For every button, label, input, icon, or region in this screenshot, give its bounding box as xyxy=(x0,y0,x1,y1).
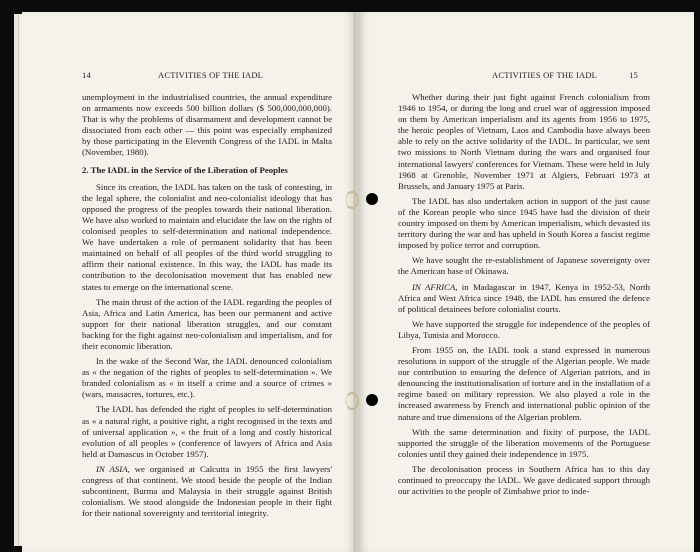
left-page-body xyxy=(82,92,332,523)
paragraph-asia xyxy=(82,464,332,519)
paragraph: The decolonisation process in Southern Africa has to this day continued to preoccupy the IADL. We gave dedicated support through our activities to the people of Zimbabwe prior to inde- xyxy=(398,463,650,497)
paragraph-text: in Madagascar in 1947, Kenya in 1952-53, North Africa and West Africa since 1948, the IADL has ensured the defence of political detainees before colonialist courts. xyxy=(398,281,650,314)
paragraph-text: we organised at Calcutta in 1955 the first lawyers' congress of that continent. We stood beside the people of the Indian subcontinent, Burma and Malaysia in their struggle against British colonialism. We stood alongside the Indonesian people in their fight for their national sovereignty and territorial integrity. xyxy=(82,463,332,519)
right-page-number: 15 xyxy=(629,70,638,80)
right-page-body xyxy=(398,92,650,501)
paragraph: From 1955 on, the IADL took a stand expressed in numerous resolutions in support of the struggle of the Algerian people. We made our contribution to ensuring the defence of Algerian patriots, and in denouncing the institutionalisation of torture and in the installation of a regime based on military repression. We also played a role in the increased awareness by French and international public opinion of the nature and true dimensions of the Algerian problem. xyxy=(398,344,650,422)
section-heading: 2. The IADL in the Service of the Liberation of Peoples xyxy=(82,164,288,175)
left-running-title: ACTIVITIES OF THE IADL xyxy=(158,70,264,80)
paragraph: We have sought the re-establishment of Japanese sovereignty over the American base of Okinawa. xyxy=(398,255,650,277)
binding-hole-bottom xyxy=(366,394,378,406)
paragraph: The main thrust of the action of the IADL regarding the peoples of Asia, Africa and Latin America, has been our permanent and active support for their national liberation struggles, and our constant backing for the fight against neo-colonialism and imperialism, and for their economic liberation. xyxy=(82,296,332,351)
paragraph: Whether during their just fight against French colonialism from 1946 to 1954, or during the long and cruel war of aggression imposed on them by American imperialism and its agents from 1956 to 1975, the heroic peoples of Vietnam, Laos and Cambodia have always been able to rely on the active solidarity of the IADL. In particular, we sent two missions to North Vietnam during the wars and organised four international lawyers' conferences for Vietnam. These were held in July 1968 at Grenoble, November 1971 at Algiers, Februari 1973 at Brussels, and January 1975 at Paris. xyxy=(398,92,650,191)
paragraph: In the wake of the Second War, the IADL denounced colonialism as « the negation of the rights of peoples to self-determination ». We branded colonialism as « in itself a crime and a source of crimes » (wars, massacres, tortures, etc.). xyxy=(82,356,332,400)
paragraph: The IADL has defended the right of peoples to self-determination as « a natural right, a positive right, a right recognised in the texts and of universal application », « the fruit of a long and costly historical evolution of all peoples » (conference of lawyers of Africa and Asia held at Damascus in October 1957). xyxy=(82,404,332,459)
right-running-title: ACTIVITIES OF THE IADL xyxy=(492,70,598,80)
paragraph-lead: IN AFRICA, xyxy=(412,281,458,292)
paragraph-africa xyxy=(398,282,650,315)
right-page xyxy=(358,12,694,552)
paragraph: Since its creation, the IADL has taken on the task of contesting, in the legal sphere, the colonialist and neo-colonialist ideology that has opposed the progress of the peoples towards their national liberation. We have also worked to maintain and elucidate the law on the rights of colonised peoples to self-determination and national independence. We have undertaken a role of permanent solidarity that has been maintained on behalf of all peoples of the third world struggling to affirm their national existence. In this way, the IADL has made its contribution to the decolonisation movement that has enabled new states to emerge on the international scene. xyxy=(82,181,332,292)
paragraph: The IADL has also undertaken action in support of the just cause of the Korean people who since 1945 have had the division of their country imposed on them by American imperialism, which devasted its territory during the war and has upheld in South Korea a fascist regime imposed by police terror and corruption. xyxy=(398,195,650,251)
binding-hole-top xyxy=(366,193,378,205)
paragraph: With the same determination and fixity of purpose, the IADL supported the struggle of the liberation movements of the Portuguese colonies until they gained their independence in 1975. xyxy=(398,426,650,459)
paragraph-intro: unemployment in the industrialised countries, the annual expenditure on armaments now exceeds 500 billion dollars ($ 500,000,000,000). That is why the problems of disarmament and development cannot be dissociated from each other — this point was especially emphasized by those participating in the Eleventh Congress of the IADL in Malta (November, 1980). xyxy=(82,92,332,158)
left-page-number: 14 xyxy=(82,70,91,80)
staple-ring-top xyxy=(345,191,359,209)
paragraph: We have supported the struggle for independence of the peoples of Libya, Tunisia and Morocco. xyxy=(398,318,650,340)
paragraph-lead: IN ASIA, xyxy=(96,463,130,474)
staple-ring-bottom xyxy=(345,392,359,410)
left-page xyxy=(22,12,356,552)
